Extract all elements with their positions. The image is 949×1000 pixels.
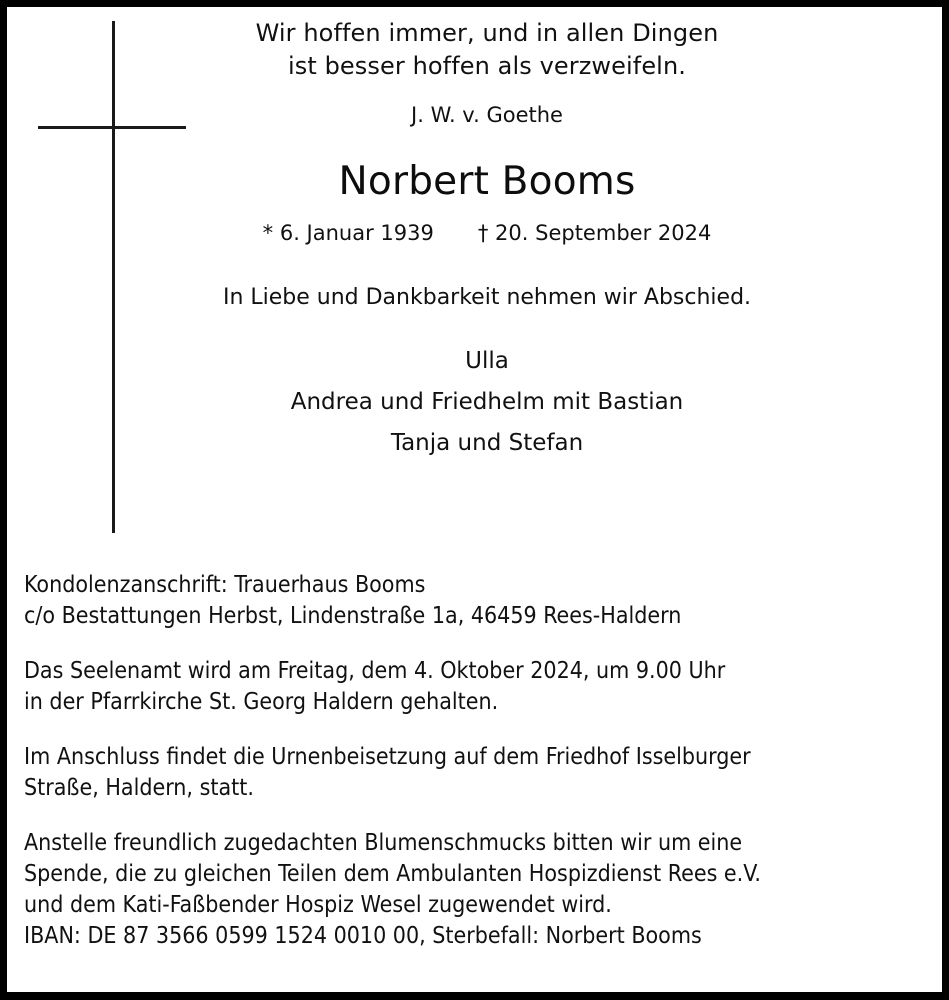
condolence-address-line-2: c/o Bestattungen Herbst, Lindenstraße 1a, 46459 Rees-Haldern [24, 603, 682, 629]
donation-iban-line: IBAN: DE 87 3566 0599 1524 0010 00, Sterbefall: Norbert Booms [24, 923, 702, 949]
quote-author: J. W. v. Goethe [411, 103, 563, 127]
donation-line-2: Spende, die zu gleichen Teilen dem Ambulanten Hospizdienst Rees e.V. [24, 861, 761, 887]
memorial-quote [187, 17, 787, 83]
memorial-service-line-1: Das Seelenamt wird am Freitag, dem 4. Oktober 2024, um 9.00 Uhr [24, 658, 726, 684]
deceased-name: Norbert Booms [338, 159, 636, 204]
christian-cross-icon-vertical-bar [112, 21, 115, 533]
survivor-line: Andrea und Friedhelm mit Bastian [290, 389, 684, 415]
survivors-list [187, 341, 787, 464]
farewell-message: In Liebe und Dankbarkeit nehmen wir Abschied. [222, 285, 752, 310]
condolence-address-paragraph [24, 570, 924, 632]
birth-date: * 6. Januar 1939 [262, 221, 434, 245]
memorial-service-paragraph [24, 656, 924, 718]
donation-line-1: Anstelle freundlich zugedachten Blumenschmucks bitten wir um eine [24, 830, 743, 856]
survivor-line: Tanja und Stefan [390, 430, 584, 456]
death-date: † 20. September 2024 [477, 221, 712, 245]
donation-line-3: und dem Kati-Faßbender Hospiz Wesel zugewendet wird. [24, 892, 612, 918]
quote-line-2: ist besser hoffen als verzweifeln. [287, 52, 686, 80]
christian-cross-icon-horizontal-bar [38, 126, 186, 129]
lower-details-block [24, 570, 924, 952]
condolence-address-line-1: Kondolenzanschrift: Trauerhaus Booms [24, 572, 426, 598]
upper-centered-block [187, 7, 787, 464]
donation-paragraph [24, 828, 924, 952]
notice-inner [7, 7, 942, 992]
quote-line-1: Wir hoffen immer, und in allen Dingen [255, 19, 719, 47]
survivor-line: Ulla [465, 348, 509, 374]
burial-paragraph [24, 742, 924, 804]
memorial-service-line-2: in der Pfarrkirche St. Georg Haldern gehalten. [24, 689, 499, 715]
life-dates [187, 219, 787, 247]
burial-line-1: Im Anschluss findet die Urnenbeisetzung auf dem Friedhof Isselburger [24, 744, 751, 770]
burial-line-2: Straße, Haldern, statt. [24, 775, 254, 801]
